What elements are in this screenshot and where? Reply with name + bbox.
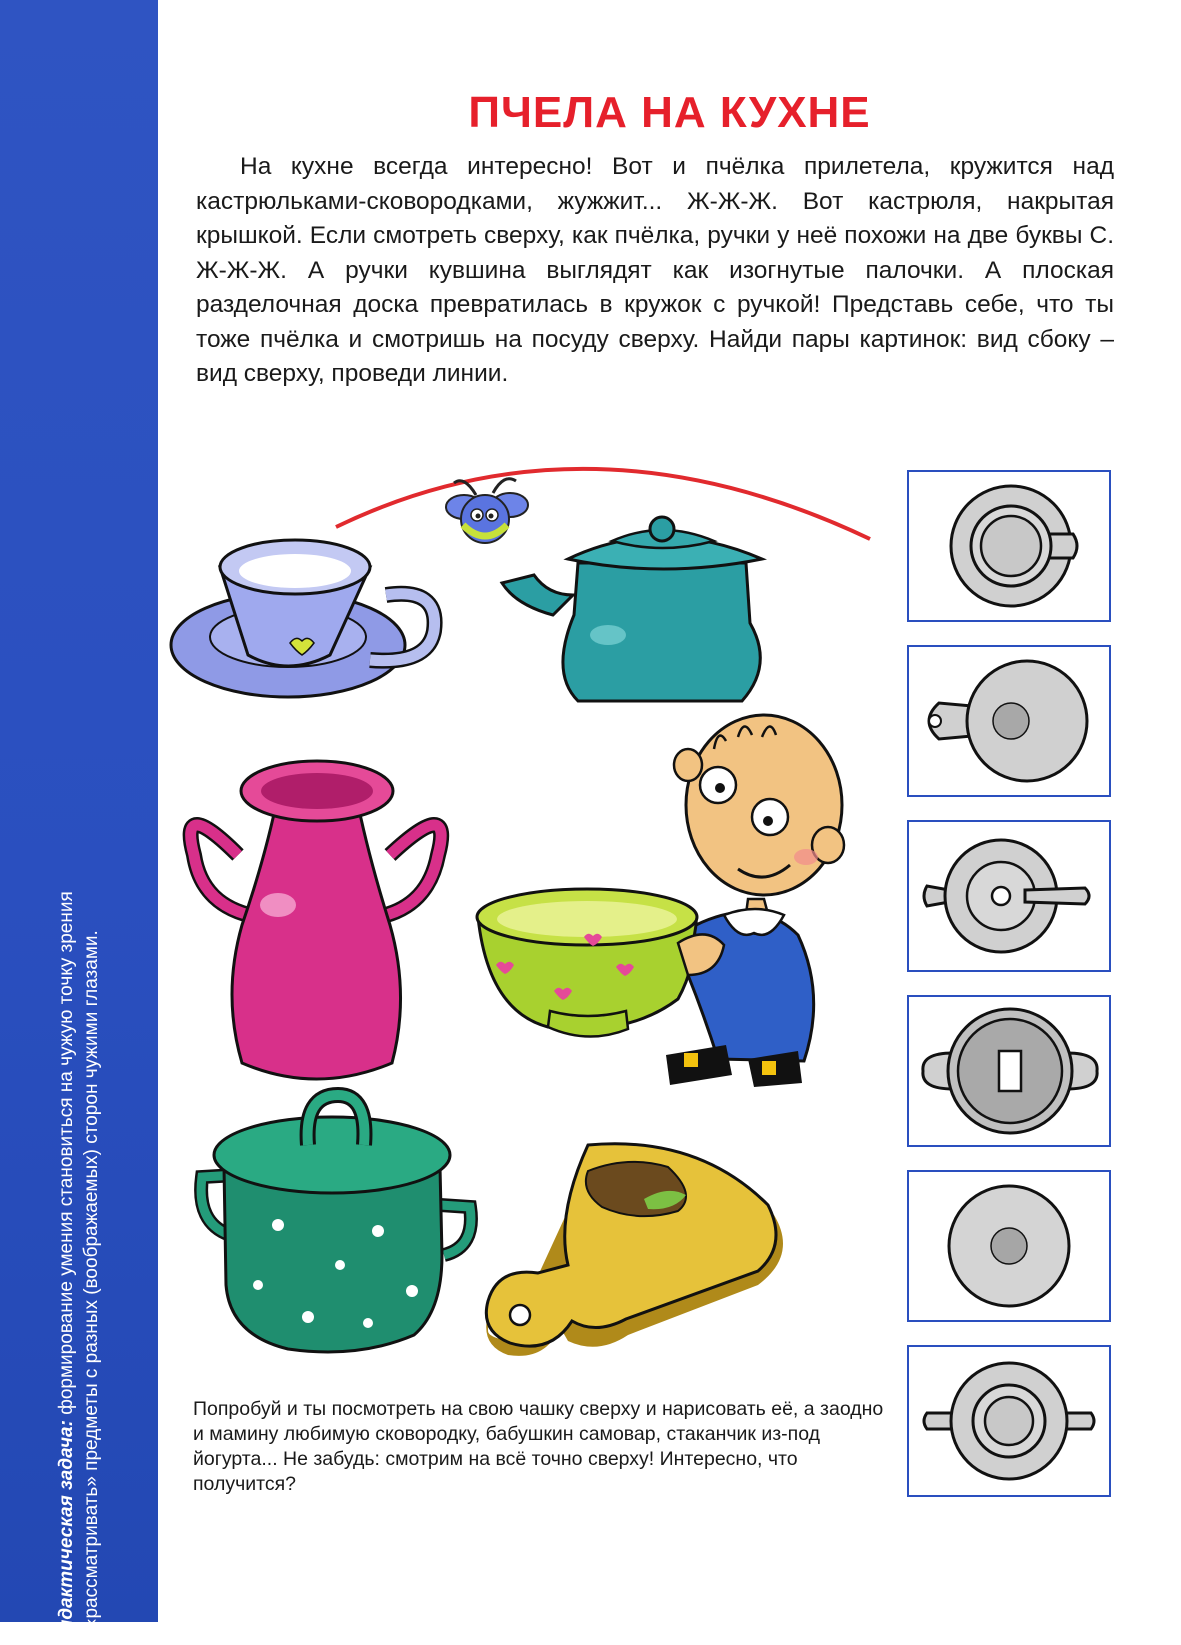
teapot (502, 517, 762, 701)
pot-with-lid (201, 1095, 471, 1352)
pot-top-view (909, 997, 1109, 1145)
didactic-task-note (54, 585, 104, 1645)
bowl-top-view (909, 1172, 1109, 1320)
side-view-illustrations (158, 455, 898, 1455)
teapot-top-view (909, 822, 1109, 970)
jug-top-view (909, 1347, 1109, 1495)
topview-box-jug[interactable] (907, 1345, 1111, 1497)
boy (666, 715, 844, 1087)
bee-icon (446, 479, 528, 543)
bee-flight-arc (336, 469, 870, 539)
topview-box-cup[interactable] (907, 470, 1111, 622)
page-title: ПЧЕЛА НА КУХНЕ (468, 88, 871, 137)
didactic-task-line2: и «рассматривать» предметы с разных (воображаемых) сторон чужими глазами. (81, 930, 102, 1645)
topview-box-bowl[interactable] (907, 1170, 1111, 1322)
topview-box-teapot[interactable] (907, 820, 1111, 972)
jug (191, 761, 442, 1079)
side-band (0, 0, 158, 1645)
topview-box-pot[interactable] (907, 995, 1111, 1147)
topview-box-board[interactable] (907, 645, 1111, 797)
cutting-board-top-view (909, 647, 1109, 795)
didactic-task-line1: формирование умения становиться на чужую точку зрения (56, 891, 77, 1415)
bowl (477, 889, 697, 1037)
cup-with-saucer (171, 540, 435, 697)
footer-text: Попробуй и ты посмотреть на свою чашку сверху и нарисовать её, а заодно и мамину любимую сковородку, бабушкин самовар, стаканчик из-под йогурта... Не забудь: смотрим на всё точно сверху! Интересно, что получится? (193, 1398, 884, 1495)
intro-text: На кухне всегда интересно! Вот и пчёлка прилетела, кружится над кастрюльками-сковородками, жужжит... Ж-Ж-Ж. Вот кастрюля, накрытая крышкой. Если смотреть сверху, как пчёлка, ручки у неё похожи на две буквы С. Ж-Ж-Ж. А ручки кувшина выглядят как изогнутые палочки. А плоская разделочная доска превратилась в кружок с ручкой! Представь себе, что ты тоже пчёлка и смотришь на посуду сверху. Найди пары картинок: вид сбоку – вид сверху, проведи линии. (196, 153, 1114, 387)
cup-top-view (909, 472, 1109, 620)
didactic-task-lead: Дидактическая задача: (56, 1420, 77, 1645)
cutting-board (486, 1144, 783, 1356)
